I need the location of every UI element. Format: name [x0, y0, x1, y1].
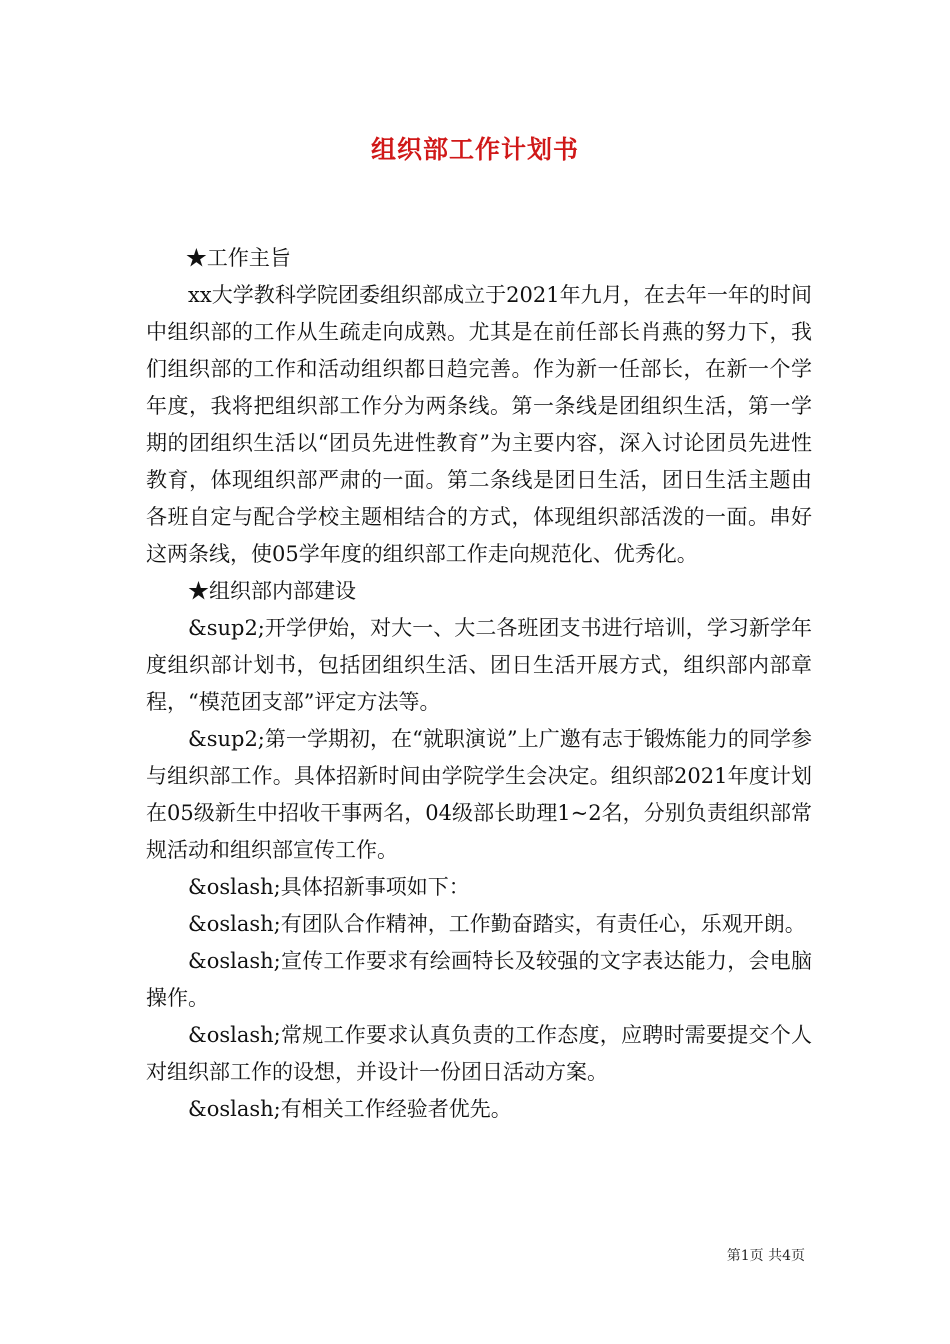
section-heading-purpose: ★工作主旨	[185, 246, 291, 270]
paragraph-purpose: xx大学教科学院团委组织部成立于2021年九月，在去年一年的时间中组织部的工作从生疏走向成熟。尤其是在前任部长肖燕的努力下，我们组织部的工作和活动组织都日趋完善。作为新一任部长，在新一个学年度，我将把组织部工作分为两条线。第一条线是团组织生活，第一学期的团组织生活以“团员先进性教育”为主要内容，深入讨论团员先进性教育，体现组织部严肃的一面。第二条线是团日生活，团日生活主题由各班自定与配合学校主题相结合的方式，体现组织部活泼的一面。串好这两条线，使05学年度的组织部工作走向规范化、优秀化。	[146, 283, 812, 566]
page-number-footer: 第1页 共4页	[726, 1248, 805, 1264]
section-heading-internal-building: ★组织部内部建设	[188, 579, 356, 603]
list-item-experience: &oslash;有相关工作经验者优先。	[188, 1097, 512, 1121]
document-title: 组织部工作计划书	[370, 135, 579, 164]
list-item-recruitment-intro: &oslash;具体招新事项如下：	[188, 875, 470, 899]
paragraph-recruitment: &sup2;第一学期初，在“就职演说”上广邀有志于锻炼能力的同学参与组织部工作。具体招新时间由学院学生会决定。组织部2021年度计划在05级新生中招收干事两名，04级部长助理1~2名，分别负责组织部常规活动和组织部宣传工作。	[146, 727, 812, 862]
paragraph-training: &sup2;开学伊始，对大一、大二各班团支书进行培训，学习新学年度组织部计划书，包括团组织生活、团日生活开展方式，组织部内部章程，“模范团支部”评定方法等。	[146, 616, 812, 714]
document-body	[146, 240, 812, 1128]
list-item-teamwork: &oslash;有团队合作精神，工作勤奋踏实，有责任心，乐观开朗。	[188, 912, 806, 936]
list-item-publicity: &oslash;宣传工作要求有绘画特长及较强的文字表达能力，会电脑操作。	[146, 949, 812, 1010]
list-item-routine-work: &oslash;常规工作要求认真负责的工作态度，应聘时需要提交个人对组织部工作的设想，并设计一份团日活动方案。	[146, 1023, 812, 1084]
